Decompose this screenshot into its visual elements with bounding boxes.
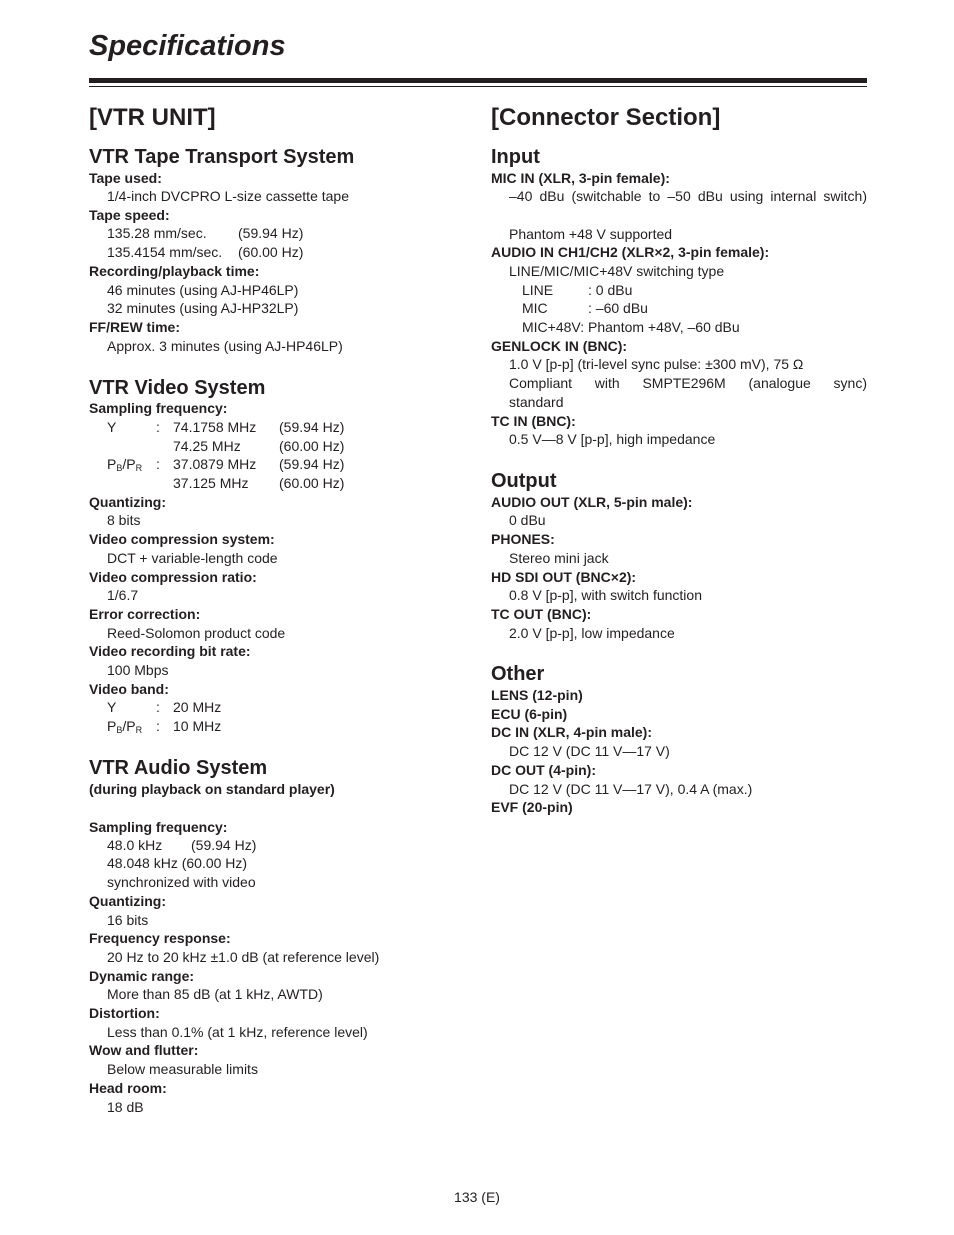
dynamic-range-value: More than 85 dB (at 1 kHz, AWTD): [107, 986, 323, 1002]
hdsdi-label: HD SDI OUT (BNC×2):: [491, 569, 637, 585]
vtr-unit-heading: [VTR UNIT]: [89, 104, 216, 131]
ratio-label: Video compression ratio:: [89, 569, 257, 585]
error-value: Reed-Solomon product code: [107, 625, 286, 641]
pbpr-freq-2: 37.125 MHz: [173, 475, 249, 491]
genlock-value-1: 1.0 V [p-p] (tri-level sync pulse: ±300 mV), 75 Ω: [509, 356, 804, 372]
phones-label: PHONES:: [491, 531, 555, 547]
tape-speed-1-value: 135.28 mm/sec.: [107, 225, 207, 241]
pbpr-rate-2: (60.00 Hz): [279, 475, 345, 491]
audio-quantizing-value: 16 bits: [107, 912, 149, 928]
audio-in-mic-row: [522, 299, 648, 317]
freq-response-label: Frequency response:: [89, 930, 231, 946]
phones-value: Stereo mini jack: [509, 550, 609, 566]
video-sampling-y-row-1: [107, 418, 344, 436]
compression-label: Video compression system:: [89, 531, 275, 547]
pbpr-label: $P_B/P_R$: [107, 456, 143, 473]
transport-heading: VTR Tape Transport System: [89, 146, 355, 168]
hdsdi-value: 0.8 V [p-p], with switch function: [509, 587, 702, 603]
audio-out-label: AUDIO OUT (XLR, 5-pin male):: [491, 494, 693, 510]
mic-in-value-2: Phantom +48 V supported: [509, 226, 673, 242]
freq-response-value: 20 Hz to 20 kHz ±1.0 dB (at reference level): [107, 949, 380, 965]
y-rate-1: (59.94 Hz): [279, 419, 345, 435]
band-pbpr-row: [107, 717, 221, 739]
audio-quantizing-label: Quantizing:: [89, 893, 166, 909]
audio-sampling-label: Sampling frequency:: [89, 819, 228, 835]
audio-in-value-1: LINE/MIC/MIC+48V switching type: [509, 263, 725, 279]
pbpr-label: $P_B/P_R$: [107, 718, 143, 735]
page-number: 133 (E): [454, 1189, 500, 1205]
audio-subheading: (during playback on standard player): [89, 781, 335, 797]
ecu-label: ECU (6-pin): [491, 706, 568, 722]
distortion-value: Less than 0.1% (at 1 kHz, reference level): [107, 1024, 368, 1040]
rec-time-value-1: 46 minutes (using AJ-HP46LP): [107, 282, 299, 298]
lens-label: LENS (12-pin): [491, 687, 583, 703]
connector-heading: [Connector Section]: [491, 104, 721, 131]
audio-heading: VTR Audio System: [89, 757, 268, 779]
band-label: Video band:: [89, 681, 169, 697]
colon: :: [156, 699, 160, 715]
bitrate-value: 100 Mbps: [107, 662, 169, 678]
video-sampling-pbpr-row-2: [107, 474, 344, 492]
ffrew-value: Approx. 3 minutes (using AJ-HP46LP): [107, 338, 343, 354]
audio-out-value: 0 dBu: [509, 512, 546, 528]
bitrate-label: Video recording bit rate:: [89, 643, 251, 659]
mic-label: MIC: [522, 300, 548, 316]
audio-in-mic48-row: MIC+48V: Phantom +48V, –60 dBu: [522, 319, 740, 335]
dc-out-label: DC OUT (4-pin):: [491, 762, 596, 778]
tc-out-label: TC OUT (BNC):: [491, 606, 592, 622]
mic-in-value-1: –40 dBu (switchable to –50 dBu using internal switch): [509, 188, 867, 204]
video-heading: VTR Video System: [89, 377, 266, 399]
page-title: Specifications: [89, 30, 286, 62]
band-y-value: 20 MHz: [173, 699, 222, 715]
tape-speed-row-1: [107, 224, 303, 242]
wow-value: Below measurable limits: [107, 1061, 258, 1077]
audio-in-label: AUDIO IN CH1/CH2 (XLR×2, 3-pin female):: [491, 244, 770, 260]
line-label: LINE: [522, 282, 554, 298]
genlock-label: GENLOCK IN (BNC):: [491, 338, 628, 354]
audio-sampling-1-value: 48.0 kHz: [107, 837, 163, 853]
colon: :: [156, 718, 160, 734]
genlock-value-2: Compliant with SMPTE296M (analogue sync): [509, 375, 867, 391]
headroom-label: Head room:: [89, 1080, 167, 1096]
input-heading: Input: [491, 146, 540, 168]
headroom-value: 18 dB: [107, 1099, 144, 1115]
audio-sampling-value-3: synchronized with video: [107, 874, 256, 890]
ffrew-label: FF/REW time:: [89, 319, 180, 335]
y-label: Y: [107, 699, 117, 715]
video-quantizing-value: 8 bits: [107, 512, 141, 528]
tape-speed-2-value: 135.4154 mm/sec.: [107, 244, 223, 260]
mic-value: : –60 dBu: [588, 300, 648, 316]
tape-used-value: 1/4-inch DVCPRO L-size cassette tape: [107, 188, 349, 204]
video-quantizing-label: Quantizing:: [89, 494, 166, 510]
compression-value: DCT + variable-length code: [107, 550, 278, 566]
band-pbpr-value: 10 MHz: [173, 718, 222, 734]
tc-in-value: 0.5 V—8 V [p-p], high impedance: [509, 431, 716, 447]
tape-speed-2-freq: (60.00 Hz): [238, 244, 304, 260]
video-sampling-y-row-2: [107, 437, 344, 455]
tc-out-value: 2.0 V [p-p], low impedance: [509, 625, 675, 641]
dc-out-value: DC 12 V (DC 11 V—17 V), 0.4 A (max.): [509, 781, 753, 797]
distortion-label: Distortion:: [89, 1005, 160, 1021]
line-value: : 0 dBu: [588, 282, 633, 298]
title-rule-thin: [89, 86, 867, 87]
pbpr-rate-1: (59.94 Hz): [279, 456, 345, 472]
audio-sampling-1-rate: (59.94 Hz): [191, 837, 257, 853]
tape-speed-label: Tape speed:: [89, 207, 170, 223]
dynamic-range-label: Dynamic range:: [89, 968, 195, 984]
pbpr-freq-1: 37.0879 MHz: [173, 456, 257, 472]
mic-in-label: MIC IN (XLR, 3-pin female):: [491, 170, 670, 186]
output-heading: Output: [491, 470, 557, 492]
genlock-value-3: standard: [509, 394, 564, 410]
tape-speed-1-freq: (59.94 Hz): [238, 225, 304, 241]
rec-time-label: Recording/playback time:: [89, 263, 260, 279]
y-label: Y: [107, 419, 117, 435]
audio-in-line-row: [522, 281, 632, 299]
other-heading: Other: [491, 663, 545, 685]
rec-time-value-2: 32 minutes (using AJ-HP32LP): [107, 300, 299, 316]
title-rule-thick: [89, 78, 867, 83]
video-sampling-label: Sampling frequency:: [89, 400, 228, 416]
error-label: Error correction:: [89, 606, 201, 622]
audio-sampling-row-1: [107, 836, 256, 854]
y-rate-2: (60.00 Hz): [279, 438, 345, 454]
colon: :: [156, 419, 160, 435]
audio-sampling-value-2: 48.048 kHz (60.00 Hz): [107, 855, 248, 871]
band-y-row: [107, 698, 221, 716]
tape-used-label: Tape used:: [89, 170, 162, 186]
y-freq-2: 74.25 MHz: [173, 438, 241, 454]
dc-in-value: DC 12 V (DC 11 V—17 V): [509, 743, 670, 759]
ratio-value: 1/6.7: [107, 587, 139, 603]
tape-speed-row-2: [107, 243, 303, 261]
tc-in-label: TC IN (BNC):: [491, 413, 576, 429]
y-freq-1: 74.1758 MHz: [173, 419, 257, 435]
dc-in-label: DC IN (XLR, 4-pin male):: [491, 724, 653, 740]
colon: :: [156, 456, 160, 472]
wow-label: Wow and flutter:: [89, 1042, 199, 1058]
evf-label: EVF (20-pin): [491, 799, 573, 815]
